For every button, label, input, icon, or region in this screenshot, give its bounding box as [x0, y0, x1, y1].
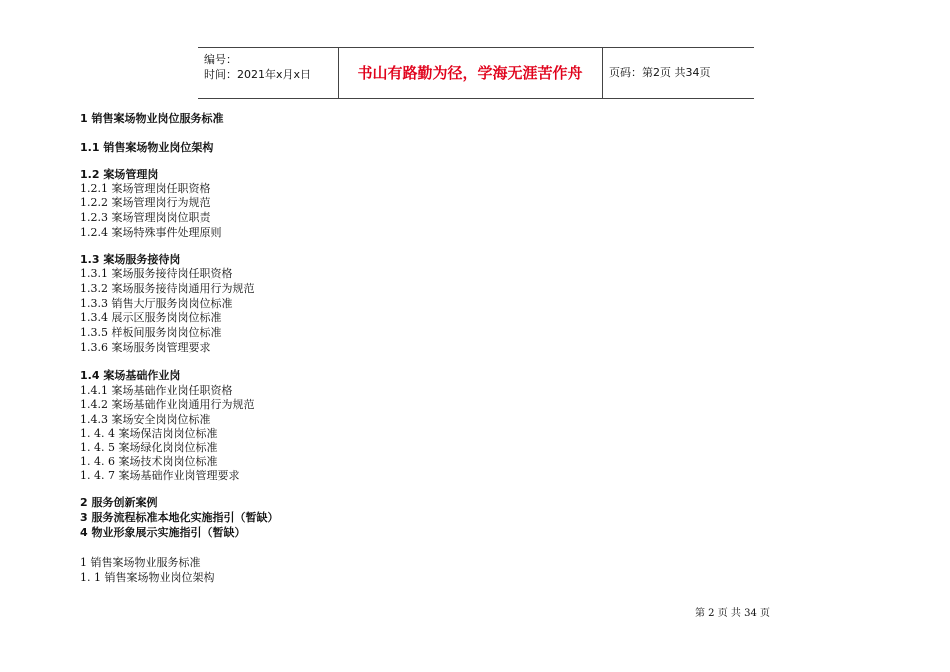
page-footer: 第 2 页 共 34 页 [695, 608, 770, 619]
toc-line: 1.4.1 案场基础作业岗任职资格 [80, 384, 233, 397]
toc-line: 1.3.2 案场服务接待岗通用行为规范 [80, 282, 255, 295]
toc-line: 1. 1 销售案场物业岗位架构 [80, 571, 215, 584]
toc-line: 1.3.5 样板间服务岗岗位标准 [80, 326, 222, 339]
toc-line: 1.4 案场基础作业岗 [80, 369, 181, 382]
toc-line: 1. 4. 5 案场绿化岗岗位标准 [80, 441, 218, 454]
date-label: 时间：2021年x月x日 [204, 68, 312, 81]
toc-line: 1.2 案场管理岗 [80, 168, 159, 181]
toc-line: 1.3.3 销售大厅服务岗岗位标准 [80, 297, 233, 310]
header-divider-right [602, 48, 603, 98]
page-header [198, 47, 754, 99]
toc-line: 1. 4. 4 案场保洁岗岗位标准 [80, 427, 218, 440]
toc-line: 1.2.1 案场管理岗任职资格 [80, 182, 211, 195]
toc-line: 1.4.2 案场基础作业岗通用行为规范 [80, 398, 255, 411]
header-page-number: 页码：第2页 共34页 [609, 66, 711, 79]
toc-line: 1.3 案场服务接待岗 [80, 253, 181, 266]
header-motto: 书山有路勤为径，学海无涯苦作舟 [357, 64, 583, 82]
toc-line: 1 销售案场物业岗位服务标准 [80, 112, 224, 125]
toc-line: 1.2.2 案场管理岗行为规范 [80, 196, 211, 209]
toc-line: 1.3.4 展示区服务岗岗位标准 [80, 311, 222, 324]
toc-line: 1. 4. 7 案场基础作业岗管理要求 [80, 469, 240, 482]
toc-line: 1.2.3 案场管理岗岗位职责 [80, 211, 211, 224]
toc-line: 1.2.4 案场特殊事件处理原则 [80, 226, 222, 239]
toc-line: 1.3.6 案场服务岗管理要求 [80, 341, 211, 354]
toc-line: 4 物业形象展示实施指引（暂缺） [80, 526, 246, 539]
toc-line: 1.3.1 案场服务接待岗任职资格 [80, 267, 233, 280]
toc-line: 1.4.3 案场安全岗岗位标准 [80, 413, 211, 426]
number-label: 编号： [204, 53, 237, 66]
toc-line: 1. 4. 6 案场技术岗岗位标准 [80, 455, 218, 468]
header-meta-cell [198, 48, 338, 98]
toc-line: 1.1 销售案场物业岗位架构 [80, 141, 214, 154]
toc-line: 3 服务流程标准本地化实施指引（暂缺） [80, 511, 279, 524]
toc-line: 2 服务创新案例 [80, 496, 158, 509]
toc-line: 1 销售案场物业服务标准 [80, 556, 201, 569]
